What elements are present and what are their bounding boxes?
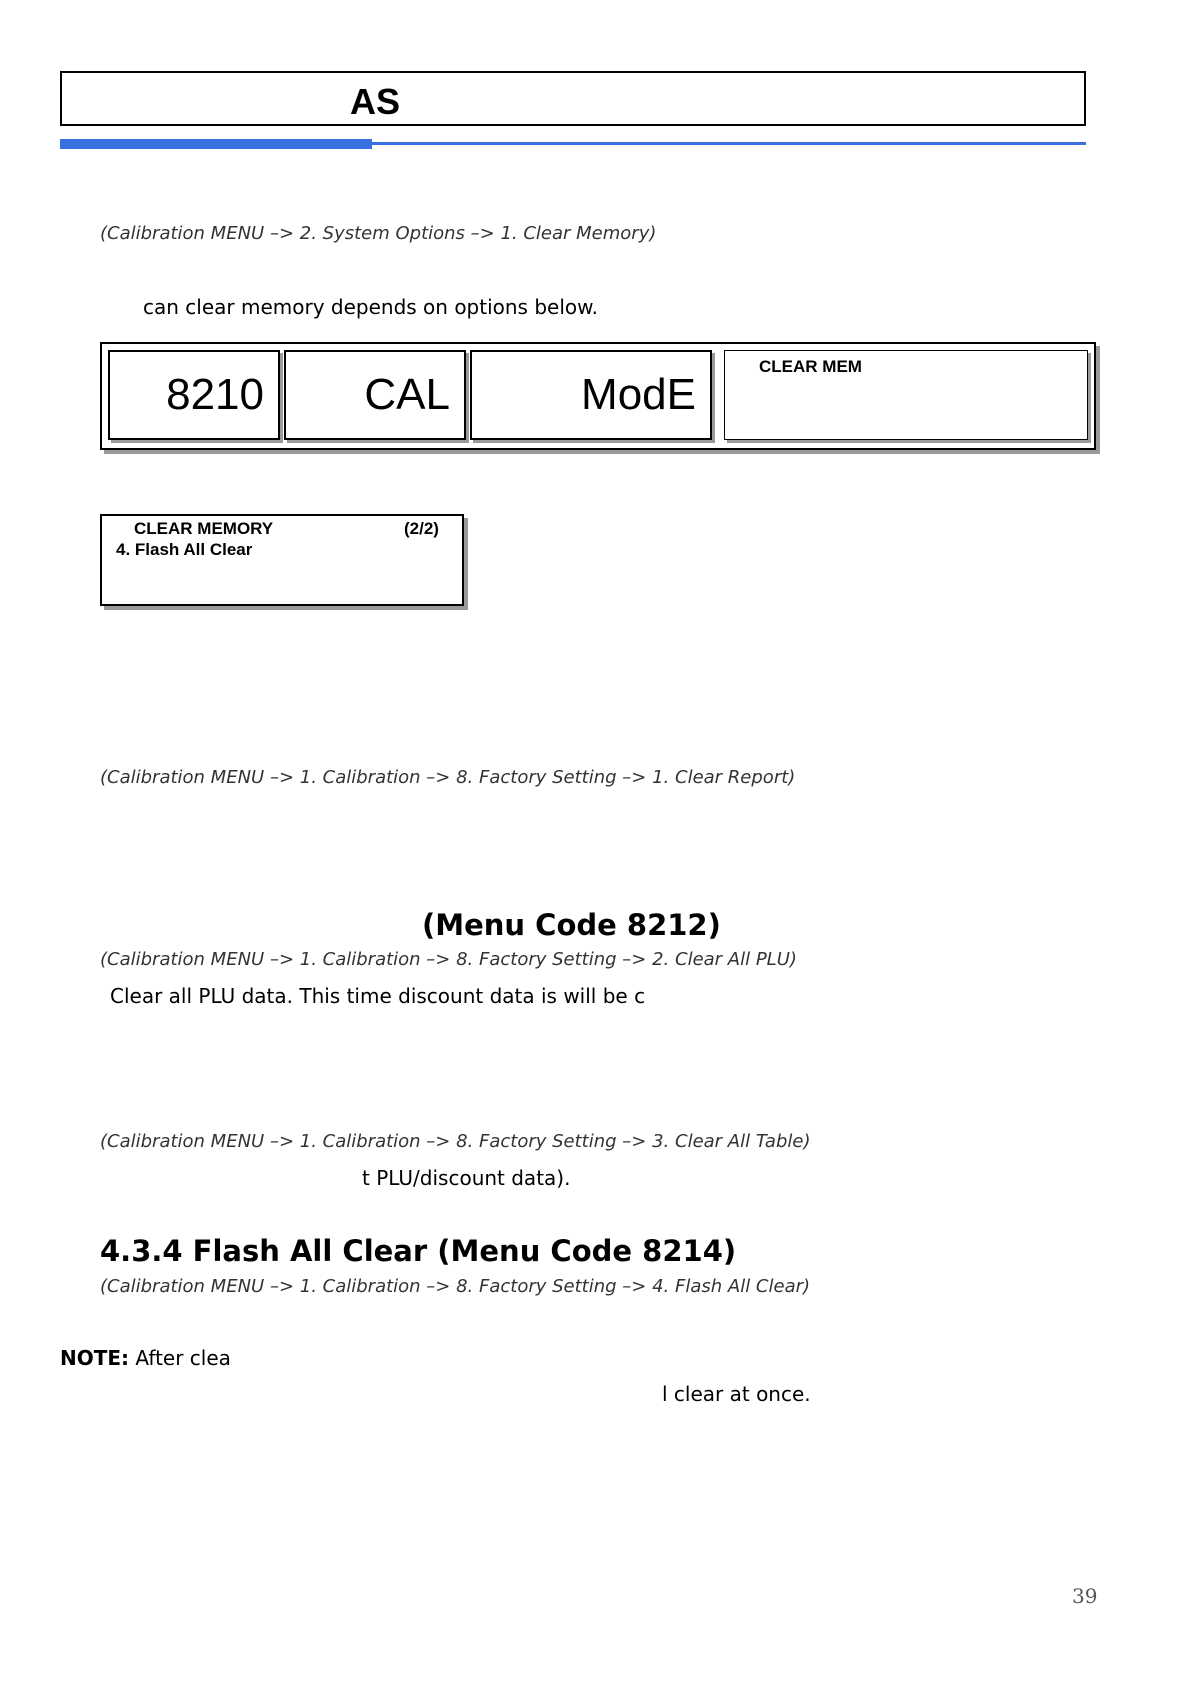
header-box xyxy=(60,71,1086,126)
scale-display-panel xyxy=(100,342,1096,450)
clear-memory-menu-screen xyxy=(100,514,464,606)
menu-item-flash-all-clear: 4. Flash All Clear xyxy=(116,540,253,559)
menu-path-clear-report: (Calibration MENU –> 1. Calibration –> 8. Factory Setting –> 1. Clear Report) xyxy=(100,767,796,788)
lcd-text: CLEAR MEM xyxy=(759,357,862,376)
menu-path-clear-all-plu: (Calibration MENU –> 1. Calibration –> 8. Factory Setting –> 2. Clear All PLU) xyxy=(100,949,797,970)
note-label: NOTE: xyxy=(60,1346,130,1370)
menu-path-flash-all-clear: (Calibration MENU –> 1. Calibration –> 8. Factory Setting –> 4. Flash All Clear) xyxy=(100,1276,811,1297)
display-segment-mode: ModE xyxy=(470,350,712,440)
clear-memory-description: can clear memory depends on options below. xyxy=(143,295,599,319)
display-segment-code: 8210 xyxy=(108,350,280,440)
page-header-title: AS xyxy=(350,81,401,122)
heading-clear-all-plu: (Menu Code 8212) xyxy=(422,908,721,942)
page-number: 39 xyxy=(1072,1584,1098,1608)
header-accent-bar xyxy=(60,139,372,149)
clear-all-table-description: t PLU/discount data). xyxy=(362,1166,571,1190)
menu-path-clear-all-table: (Calibration MENU –> 1. Calibration –> 8. Factory Setting –> 3. Clear All Table) xyxy=(100,1131,811,1152)
heading-flash-all-clear: 4.3.4 Flash All Clear (Menu Code 8214) xyxy=(100,1234,737,1268)
display-segment-cal: CAL xyxy=(284,350,466,440)
menu-screen-page: (2/2) xyxy=(404,519,439,538)
header-rule xyxy=(372,142,1086,145)
note-text: After clea xyxy=(129,1346,231,1370)
menu-screen-title: CLEAR MEMORY xyxy=(134,519,274,538)
note-continuation: l clear at once. xyxy=(662,1382,811,1406)
lcd-display xyxy=(724,350,1088,440)
menu-path-clear-memory: (Calibration MENU –> 2. System Options –> 1. Clear Memory) xyxy=(100,223,657,244)
note-line xyxy=(60,1346,231,1370)
clear-all-plu-description: Clear all PLU data. This time discount data is will be c xyxy=(110,984,646,1008)
